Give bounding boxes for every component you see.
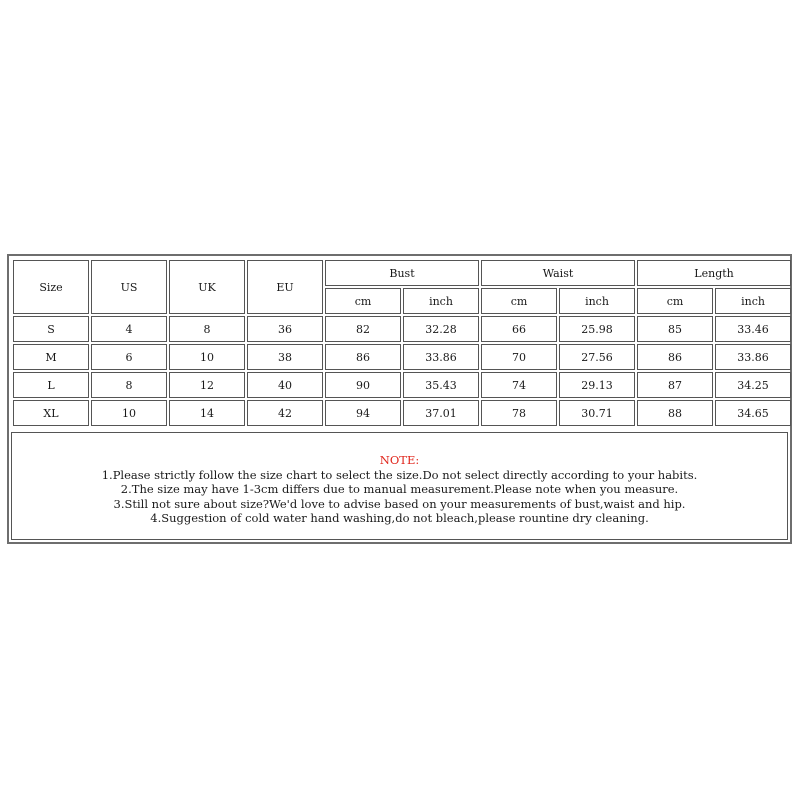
bust-cm-cell: 94 [325, 400, 401, 426]
bust-inch-cell: 32.28 [403, 316, 479, 342]
length-cm-cell: 87 [637, 372, 713, 398]
bust-inch-cell: 37.01 [403, 400, 479, 426]
bust-cm-cell: 82 [325, 316, 401, 342]
us-cell: 4 [91, 316, 167, 342]
waist-header: Waist [481, 260, 635, 286]
waist-cm-cell: 66 [481, 316, 557, 342]
length-inch-cell: 33.86 [715, 344, 791, 370]
bust-inch-header: inch [403, 288, 479, 314]
length-cm-header: cm [637, 288, 713, 314]
waist-inch-cell: 30.71 [559, 400, 635, 426]
bust-cm-header: cm [325, 288, 401, 314]
note-title: NOTE: [379, 453, 420, 467]
bust-header: Bust [325, 260, 479, 286]
waist-inch-cell: 25.98 [559, 316, 635, 342]
eu-header: EU [247, 260, 323, 314]
size-cell: S [13, 316, 89, 342]
waist-cm-header: cm [481, 288, 557, 314]
note-line-1: 1.Please strictly follow the size chart to select the size.Do not select directly according to your habits. [101, 467, 698, 482]
size-chart [7, 254, 792, 544]
length-inch-cell: 33.46 [715, 316, 791, 342]
length-inch-header: inch [715, 288, 791, 314]
bust-cm-cell: 90 [325, 372, 401, 398]
eu-cell: 38 [247, 344, 323, 370]
bust-inch-cell: 33.86 [403, 344, 479, 370]
waist-inch-cell: 29.13 [559, 372, 635, 398]
uk-cell: 14 [169, 400, 245, 426]
waist-cm-cell: 78 [481, 400, 557, 426]
length-header: Length [637, 260, 791, 286]
size-header: Size [13, 260, 89, 314]
size-table [11, 258, 793, 428]
us-cell: 6 [91, 344, 167, 370]
size-cell: XL [13, 400, 89, 426]
eu-cell: 40 [247, 372, 323, 398]
waist-cm-cell: 74 [481, 372, 557, 398]
uk-header: UK [169, 260, 245, 314]
eu-cell: 42 [247, 400, 323, 426]
table-row [13, 344, 791, 370]
length-cm-cell: 85 [637, 316, 713, 342]
uk-cell: 8 [169, 316, 245, 342]
length-inch-cell: 34.25 [715, 372, 791, 398]
size-cell: M [13, 344, 89, 370]
length-cm-cell: 88 [637, 400, 713, 426]
us-cell: 10 [91, 400, 167, 426]
table-row [13, 400, 791, 426]
eu-cell: 36 [247, 316, 323, 342]
size-cell: L [13, 372, 89, 398]
uk-cell: 12 [169, 372, 245, 398]
bust-cm-cell: 86 [325, 344, 401, 370]
table-row [13, 372, 791, 398]
us-header: US [91, 260, 167, 314]
waist-inch-cell: 27.56 [559, 344, 635, 370]
uk-cell: 10 [169, 344, 245, 370]
header-row [13, 260, 791, 286]
note-line-4: 4.Suggestion of cold water hand washing,do not bleach,please rountine dry cleaning. [150, 511, 649, 525]
waist-cm-cell: 70 [481, 344, 557, 370]
waist-inch-header: inch [559, 288, 635, 314]
table-row [13, 316, 791, 342]
bust-inch-cell: 35.43 [403, 372, 479, 398]
note-line-2: 2.The size may have 1-3cm differs due to manual measurement.Please note when you measure. [120, 482, 679, 496]
length-cm-cell: 86 [637, 344, 713, 370]
note-line-3: 3.Still not sure about size?We'd love to advise based on your measurements of bust,waist and hip. [113, 496, 686, 511]
note-box [11, 432, 788, 540]
length-inch-cell: 34.65 [715, 400, 791, 426]
us-cell: 8 [91, 372, 167, 398]
